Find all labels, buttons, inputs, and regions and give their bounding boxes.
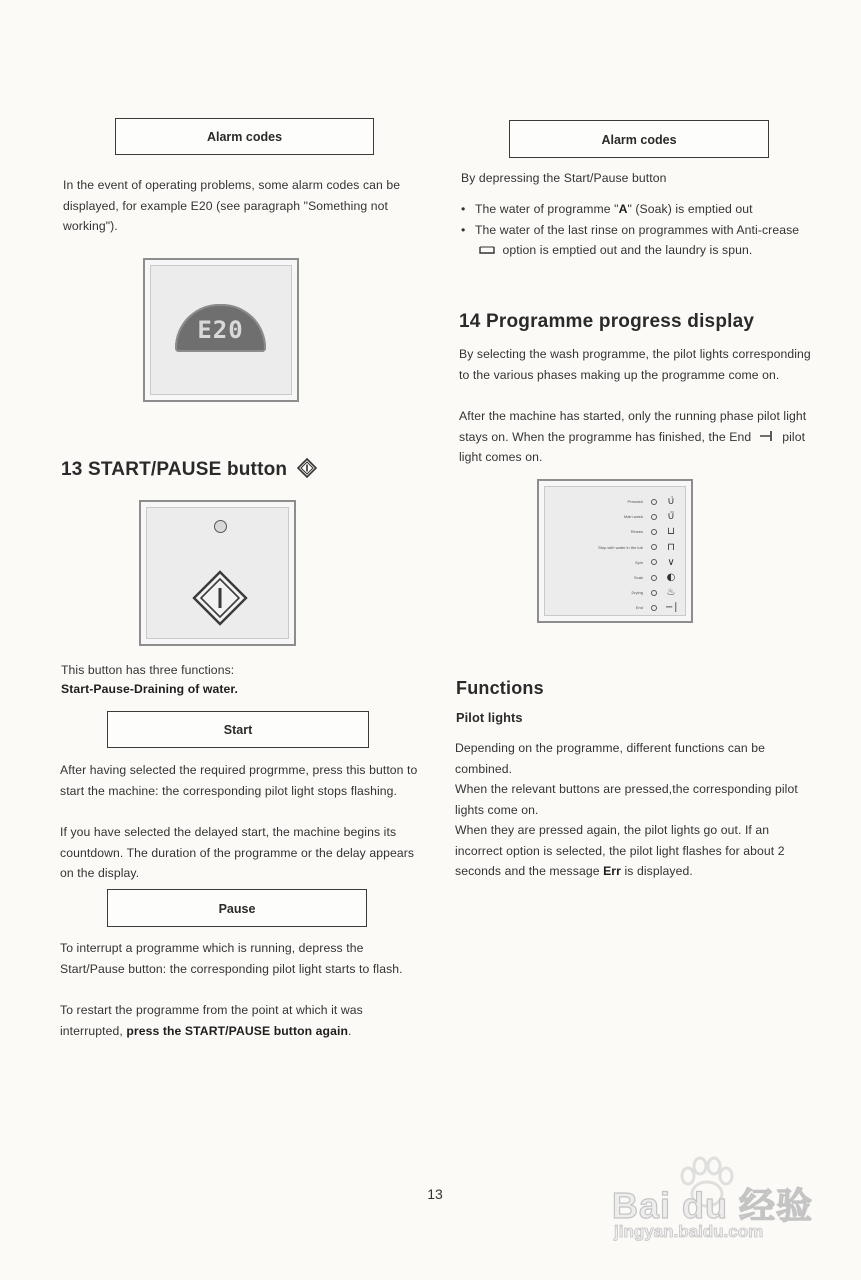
phase-symbol-icon: ◐ [666,572,676,583]
progress-row [636,600,677,615]
start-pause-button-icon[interactable] [192,570,248,626]
progress-row-label: Spin [634,559,643,565]
phase-pilot-light [651,544,657,550]
alarm-intro-right: By depressing the Start/Pause button [461,171,667,185]
functions-list-bold: Start-Pause-Draining of water. [61,682,239,696]
section-13-heading: 13 START/PAUSE button [61,458,361,481]
phase-pilot-light [651,499,657,505]
phase-symbol-icon: ∪̇ [667,496,675,507]
progress-row-label: Prewash [627,499,643,504]
start-pause-pilot-light [214,520,227,533]
phase-symbol-icon: ♨ [666,587,676,599]
bullet-anti-crease: • The water of the last rinse on programmes with Anti-crease option is emptied out and the laundry is spun. [461,220,821,261]
phase-pilot-light [651,590,657,596]
alarm-codes-box-right [509,120,769,158]
phase-pilot-light [651,605,657,611]
phase-pilot-light [651,529,657,535]
phase-symbol-icon: ⊓ [667,541,675,553]
progress-row-label: Rinses [630,529,643,535]
start-box [107,711,369,748]
progress-row [631,585,677,600]
progress-row [631,524,677,539]
phase-pilot-light [651,575,657,581]
pause-paragraph-2: To restart the programme from the point at which it was interrupted, press the START/PAUSE button again. [60,1003,363,1038]
functions-intro: This button has three functions: Start-Pause-Draining of water. [61,663,239,696]
progress-row-label: End [635,605,643,611]
alarm-codes-box-left [115,118,374,155]
start-pause-icon [297,458,317,478]
start-pause-button-panel [139,500,296,646]
pilot-paragraph-2: When the relevant buttons are pressed,the corresponding pilot lights come on. [455,782,798,817]
progress-row [624,509,677,524]
pause-box [107,889,367,927]
alarm-codes-label-right: Alarm codes [601,133,677,147]
phase-symbol-icon: ∨ [667,556,675,568]
err-message: Err [603,864,621,878]
display-code: E20 [197,316,244,344]
progress-row [634,570,677,585]
progress-display-panel [537,479,693,623]
pause-paragraph-1: To interrupt a programme which is running, depress the Start/Pause button: the corresponding pilot light starts to flash. [60,941,403,976]
pause-box-label: Pause [218,902,256,916]
end-icon [759,430,775,442]
progress-row [635,555,677,570]
phase-pilot-light [651,514,657,520]
watermark-url: jingyan.baidu.com [614,1222,764,1241]
alarm-codes-label-left: Alarm codes [206,130,283,144]
anti-crease-icon [479,245,495,255]
phase-symbol-icon: ∪̈ [667,511,675,523]
display-screen [175,304,266,352]
phase-pilot-light [651,559,657,565]
progress-row [627,494,677,509]
page-number: 13 [427,1186,443,1202]
functions-heading: Functions [456,678,544,698]
restart-instruction-bold: press the START/PAUSE button again [126,1023,349,1038]
alarm-bullet-list [461,199,821,261]
start-box-label: Start [223,723,253,737]
phase-symbol-icon: −∣ [665,602,679,614]
alarm-codes-paragraph-left: In the event of operating problems, some alarm codes can be displayed, for example E20 (see paragraph "Something not working"). [63,178,401,233]
progress-row-label: Main wash [623,514,643,520]
section-14-heading: 14 Programme progress display [459,311,755,332]
phase-symbol-icon: ⊔ [667,526,675,538]
progress-row-label: Stop with water in the tub [598,544,643,550]
start-paragraph-1: After having selected the required progrmme, press this button to start the machine: the corresponding pilot light stops flashing. [60,763,418,798]
pilot-lights-heading: Pilot lights [456,710,523,725]
pilot-paragraph-3: When they are pressed again, the pilot lights go out. If an incorrect option is selected, the pilot light flashes for about 2 seconds and the message Err is displayed. [455,823,785,878]
progress-paragraph-2: After the machine has started, only the running phase pilot light stays on. When the programme has finished, the End pilot light comes on. [459,409,807,464]
progress-row-label: Soak [633,575,643,580]
bullet-soak: • The water of programme "A" (Soak) is emptied out [461,199,821,220]
e20-display-panel [143,258,299,402]
baidu-watermark [612,1160,852,1250]
watermark-brand: Bai du 经验 [612,1185,814,1226]
progress-row-label: Drying [631,590,643,596]
pilot-paragraph-1: Depending on the programme, different functions can be combined. [455,741,766,776]
start-paragraph-2: If you have selected the delayed start, the machine begins its countdown. The duration of the programme or the delay appears on the display. [60,825,415,880]
progress-paragraph-1: By selecting the wash programme, the pilot lights corresponding to the various phases making up the programme come on. [459,347,811,382]
progress-row [598,540,677,555]
